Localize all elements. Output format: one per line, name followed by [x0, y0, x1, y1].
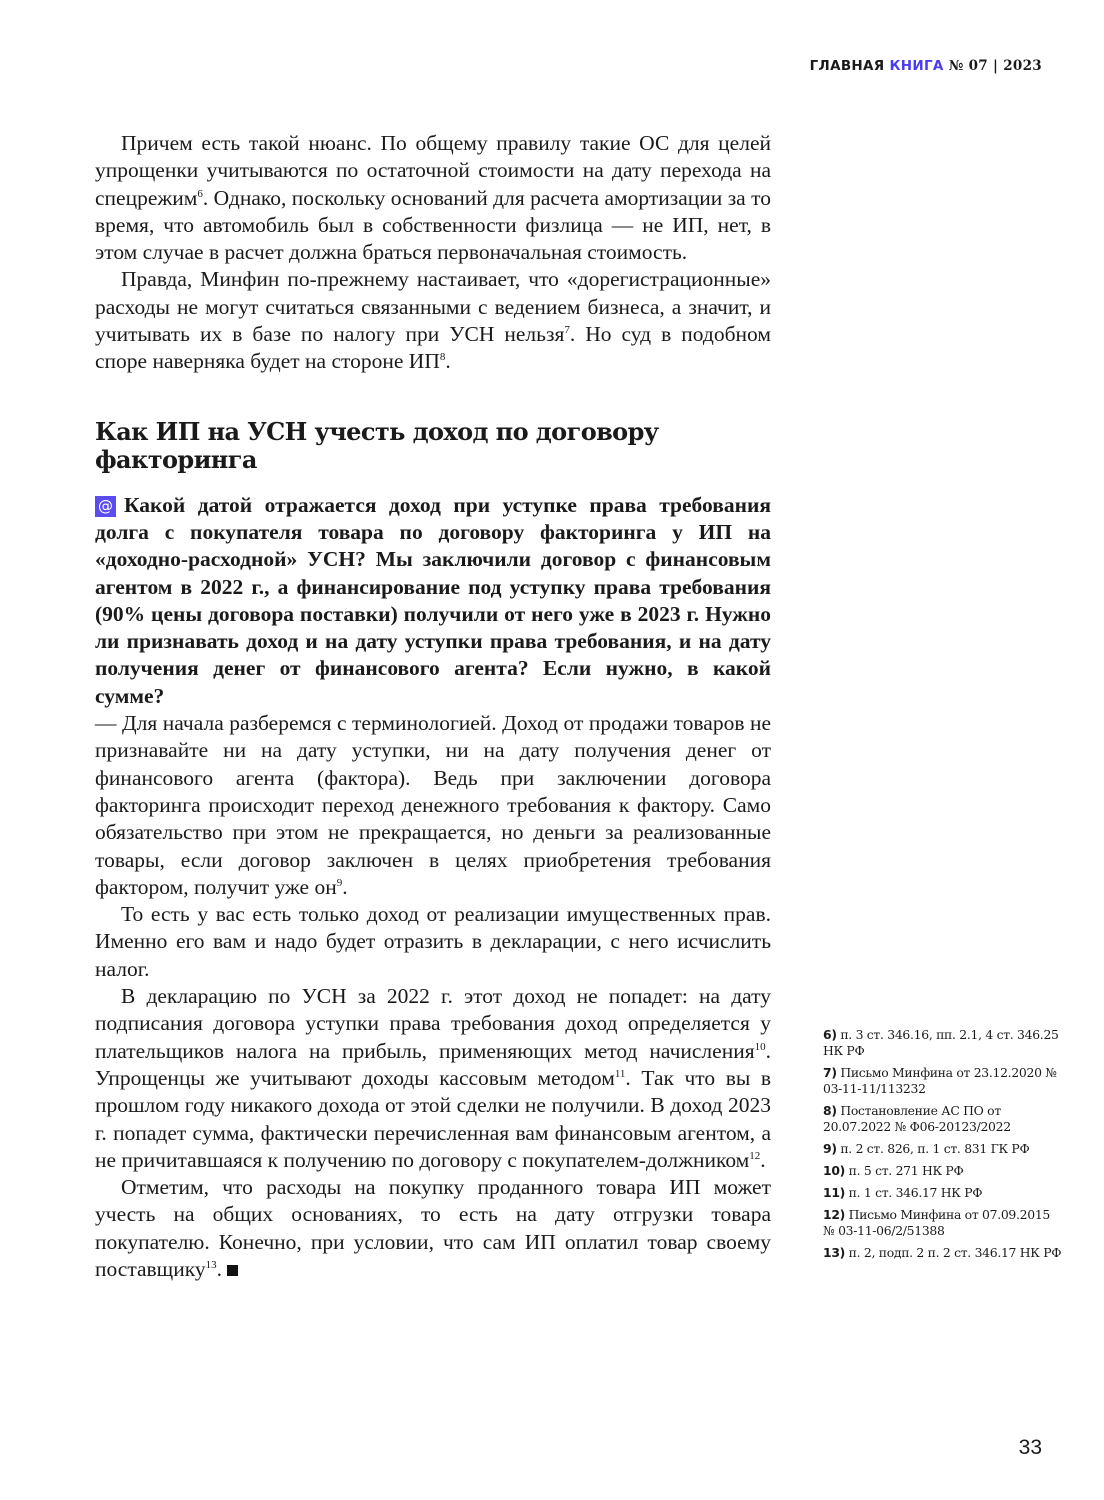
answer-paragraph: Отметим, что расходы на покупку проданного товара ИП может учесть на общих основаниях, то есть на дату отгрузки товара покупателю. Конечно, при условии, что сам ИП оплатил товар своему поставщику$^{13}$. [95, 1175, 771, 1281]
reader-question: @ Какой датой отражается доход при уступке права требования долга с покупателя товара по договору факторинга у ИП на «доходно-расходной» УСН? Мы заключили договор с финансовым агентом в 2022 г., а финансирование под уступку права требования (90% цены договора поставки) получили от него уже в 2023 г. Нужно ли признавать доход и на дату уступки права требования, и на дату получения денег от финансового агента? Если нужно, в какой сумме? [95, 492, 771, 708]
footnotes-column [823, 1027, 1063, 1267]
running-header [810, 58, 1042, 74]
brand-name-part1: ГЛАВНАЯ [809, 58, 885, 74]
footnote: 8) Постановление АС ПО от 20.07.2022 № Ф06-20123/2022 [823, 1103, 1011, 1134]
footnote-ref[interactable]: 8 [439, 351, 446, 364]
footnote-ref[interactable]: 13 [205, 1258, 217, 1271]
footnote: 11) п. 1 ст. 346.17 НК РФ [823, 1185, 983, 1200]
footnote-ref[interactable]: 6 [197, 187, 203, 200]
issue-number: № 07 | 2023 [948, 58, 1042, 74]
footnote-ref[interactable]: 10 [754, 1040, 766, 1053]
footnote: 10) п. 5 ст. 271 НК РФ [823, 1163, 964, 1178]
footnote-ref[interactable]: 9 [336, 876, 343, 889]
footnote-ref[interactable]: 7 [564, 324, 570, 337]
section-title: Как ИП на УСН учесть доход по договору факторинга [95, 416, 659, 474]
email-at-icon: @ [95, 496, 116, 517]
brand-name-part2: КНИГА [889, 58, 944, 74]
answer-paragraph: В декларацию по УСН за 2022 г. этот доход не попадет: на дату подписания договора уступки права требования доход определяется у плательщиков налога на прибыль, применяющих метод начисления$^{10}$. Упрощенцы же учитывают доходы кассовым методом$^{11}$. Так что вы в прошлом году никакого дохода от этой сделки не получили. В доход 2023 г. попадет сумма, фактически перечисленная вам финансовым агентом, а не причитавшаяся к получению по договору с покупателем-должником$^{12}$. [95, 984, 771, 1172]
footnote: 13) п. 2, подп. 2 п. 2 ст. 346.17 НК РФ [823, 1245, 1062, 1260]
article-body [95, 130, 771, 1283]
footnote: 9) п. 2 ст. 826, п. 1 ст. 831 ГК РФ [823, 1141, 1030, 1156]
end-of-article-square-icon [227, 1265, 238, 1276]
answer-paragraph: То есть у вас есть только доход от реализации имущественных прав. Именно его вам и надо будет отразить в декларации, с него исчислить налог. [95, 902, 771, 981]
page-number: 33 [1018, 1436, 1042, 1459]
paragraph: Причем есть такой нюанс. По общему правилу такие ОС для целей упрощенки учитываются по остаточной стоимости на дату перехода на спецрежим$^6$. Однако, поскольку оснований для расчета амортизации за то время, что автомобиль был в собственности физлица — не ИП, нет, в этом случае в расчет должна браться первоначальная стоимость. [95, 131, 771, 265]
footnote-ref[interactable]: 12 [749, 1149, 761, 1162]
footnote-ref[interactable]: 11 [614, 1067, 626, 1080]
footnote: 12) Письмо Минфина от 07.09.2015 № 03-11-06/2/51388 [823, 1207, 1050, 1238]
answer-paragraph: — Для начала разберемся с терминологией. Доход от продажи товаров не признавайте ни на дату уступки, ни на дату получения денег от финансового агента (фактора). Ведь при заключении договора факторинга происходит переход денежного требования к фактору. Само обязательство при этом не прекращается, но деньги за реализованные товары, если договор заключен в целях приобретения требования фактором, получит уже $он^9$. [95, 711, 771, 899]
footnote: 7) Письмо Минфина от 23.12.2020 № 03-11-11/113232 [823, 1065, 1057, 1096]
footnote: 6) п. 3 ст. 346.16, пп. 2.1, 4 ст. 346.25 НК РФ [823, 1027, 1059, 1058]
paragraph: Правда, Минфин по-прежнему настаивает, что «дорегистрационные» расходы не могут считаться связанными с ведением бизнеса, а значит, и учитывать их в базе по налогу при УСН нельзя$^7$. Но суд в подобном споре наверняка будет на стороне $ИП^8$. [95, 267, 771, 374]
